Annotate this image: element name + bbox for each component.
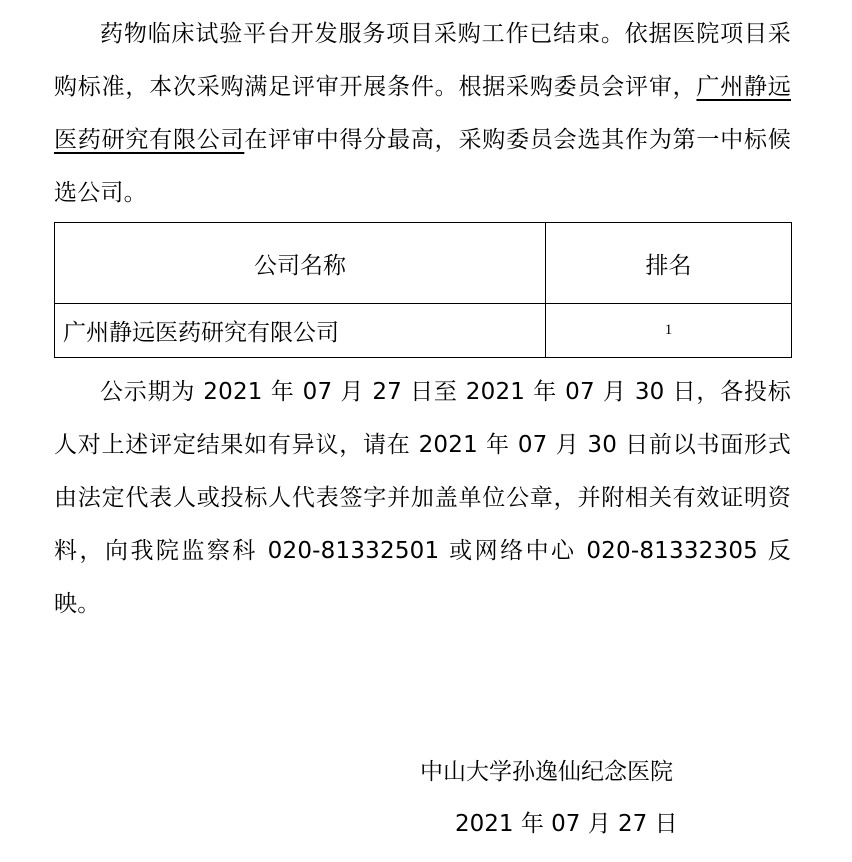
table-row [55,304,792,358]
signature-date: 2021 年 07 月 27 日 [455,811,678,837]
header-company-name: 公司名称 [55,223,546,304]
table-header-row [55,223,792,304]
signature-organization: 中山大学孙逸仙纪念医院 [420,759,673,785]
winner-company-name: 广州静远医药研究有限公司 [54,74,791,153]
header-rank: 排名 [546,223,792,304]
cell-company: 广州静远医药研究有限公司 [55,304,546,358]
notice-paragraph: 公示期为 2021 年 07 月 27 日至 2021 年 07 月 30 日，各投标人对上述评定结果如有异议，请在 2021 年 07 月 30 日前以书面形式由法定代表人或投标人代表签字并加盖单位公章，并附相关有效证明资料，向我院监察科 020-81332501 或网络中心 020-81332305 反映。 [54,379,791,617]
intro-text-part1: 药物临床试验平台开发服务项目采购工作已结束。依据医院项目采购标准，本次采购满足评审开展条件。根据采购委员会评审， [54,21,791,100]
document-body [54,0,791,631]
ranking-table [54,222,792,358]
cell-rank: 1 [546,304,792,358]
intro-paragraph [54,0,791,220]
intro-text-part2: 在评审中得分最高，采购委员会选其作为第一中标候选公司。 [54,127,791,206]
